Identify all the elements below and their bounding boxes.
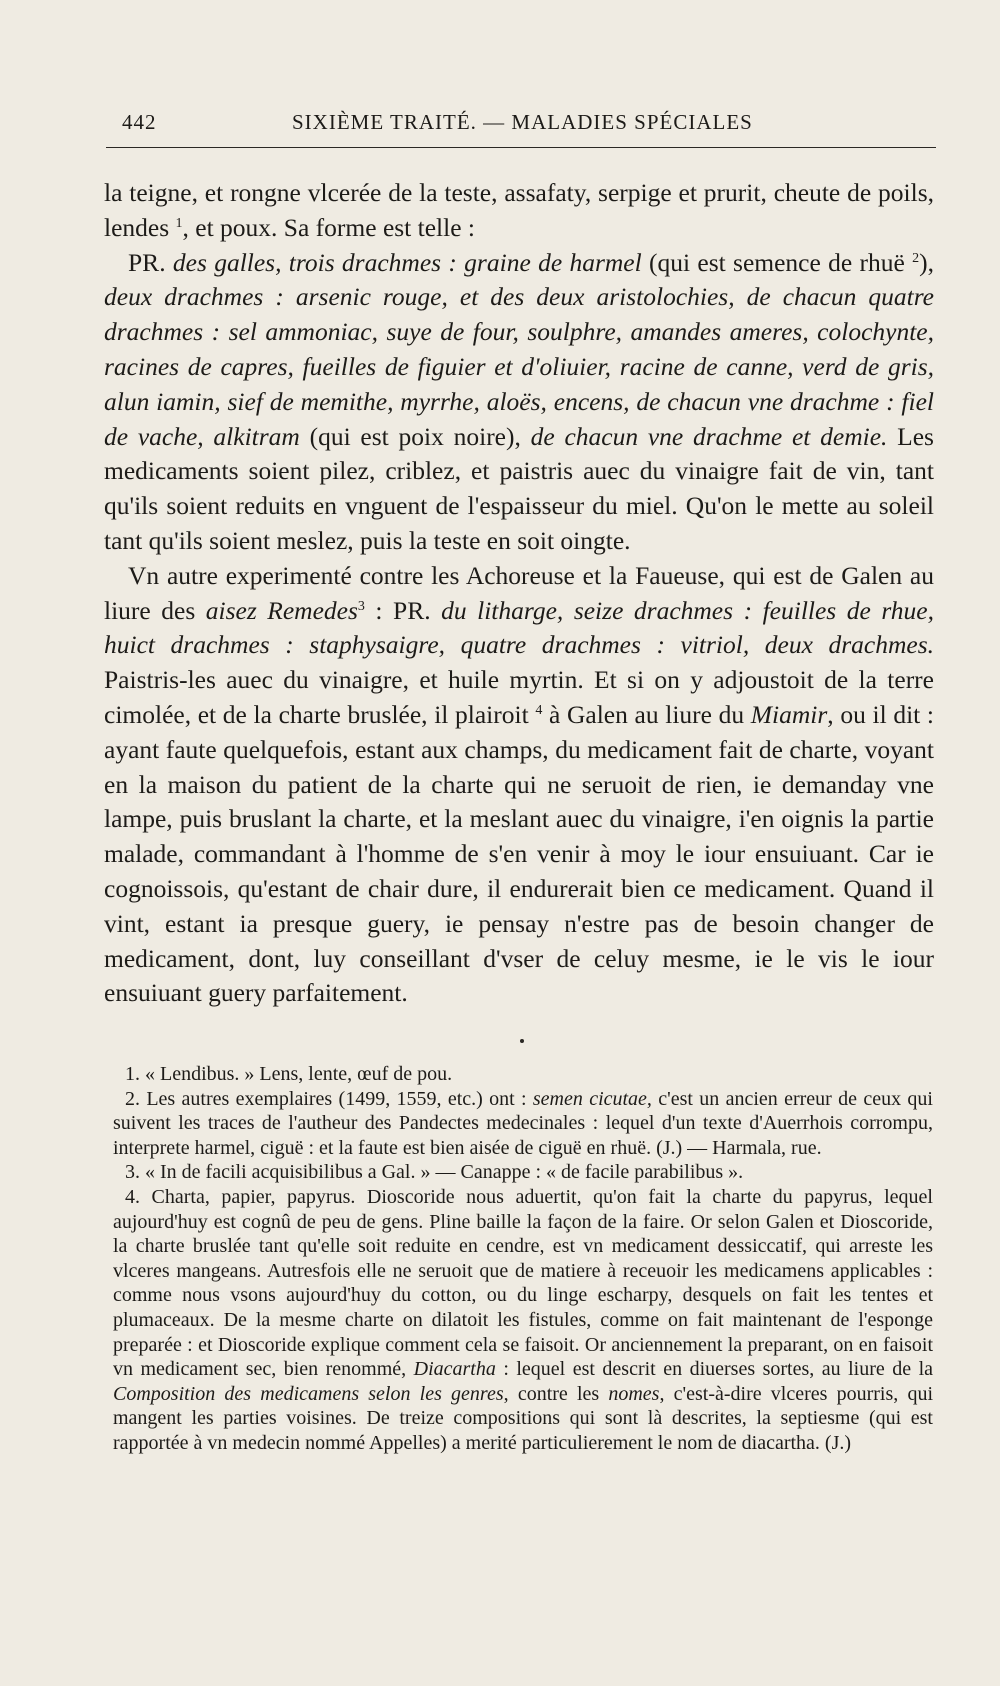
footnote-ref-4: 4 <box>535 702 543 718</box>
footnote-2: 2. Les autres exemplaires (1499, 1559, etc.) ont : semen cicutae, c'est un ancien erreur de ceux qui suivent les traces de l'autheur des Pandectes medecinales : lequel d'un texte d'Auerrhois corrompu, interprete harmel, ciguë : et la faute est bien aisée de ciguë en rhuë. (J.) — Harmala, rue. <box>113 1087 933 1159</box>
paragraph-3: Vn autre experimenté contre les Achoreuse et la Faueuse, qui est de Galen au liure des aisez Remedes$^3$ : PR. du litharge, seize drachmes : feuilles de rhue, huict drachmes : staphysaigre, quatre drachmes : vitriol, deux drachmes. Paistris-les auec du vinaigre, et huile myrtin. Et si on y adjoustoit de la terre cimolée, et de la charte bruslée, il plairoit $^4$ à Galen au liure du Miamir, ou il dit : ayant faute quelquefois, estant aux champs, du medicament fait de charte, voyant en la maison du patient de la charte qui ne seruoit de rien, ie demanday vne lampe, puis bruslant la charte, et la meslant auec du vinaigre, i'en oignis la partie malade, commandant à l'homme de s'en venir à moy le iour ensuiuant. Car ie cognoissois, qu'estant de chair dure, il endurerait bien ce medicament. Quand il vint, estant ia presque guery, ie pensay n'estre pas de besoin changer de medicament, dont, luy conseillant d'vser de celuy mesme, ie le vis le iour ensuiuant guery parfaitement. <box>104 560 934 1008</box>
footnote-ref-1: 1 <box>175 215 183 231</box>
page-header <box>122 104 932 144</box>
header-rule <box>106 147 936 148</box>
footnote-separator <box>520 1039 524 1043</box>
footnotes <box>113 1062 933 1456</box>
footnote-ref-2: 2 <box>912 250 920 266</box>
running-title: SIXIÈME TRAITÉ. — MALADIES SPÉCIALES <box>292 110 753 134</box>
paragraph-1: la teigne, et rongne vlcerée de la teste, assafaty, serpige et prurit, cheute de poils, lendes $^1$, et poux. Sa forme est telle : <box>104 178 934 242</box>
footnote-ref-3: 3 <box>357 598 365 614</box>
footnote-3: 3. « In de facili acquisibilibus a Gal. » — Canappe : « de facile parabilibus ». <box>125 1161 744 1184</box>
main-text <box>104 176 934 1011</box>
paragraph-2: PR. des galles, trois drachmes : graine de harmel (qui est semence de rhuë $^2$), deux drachmes : arsenic rouge, et des deux aristolochies, de chacun quatre drachmes : sel ammoniac, suye de four, soulphre, amandes ameres, colochynte, racines de capres, fueilles de figuier et d'oliuier, racine de canne, verd de gris, alun iamin, sief de memithe, myrrhe, aloës, encens, de chacun vne drachme : fiel de vache, alkitram (qui est poix noire), de chacun vne drachme et demie. Les medicaments soient pilez, criblez, et paistris auec du vinaigre fait de vin, tant qu'ils soient reduits en vnguent de l'espaisseur du miel. Qu'on le mette au soleil tant qu'ils soient meslez, puis la teste en soit oingte. <box>104 247 935 555</box>
page-number: 442 <box>122 110 157 134</box>
footnote-4: 4. Charta, papier, papyrus. Dioscoride nous aduertit, qu'on fait la charte du papyrus, lequel aujourd'huy est cognû de peu de gens. Pline baille la façon de la faire. Or selon Galen et Dioscoride, la charte bruslée tant qu'elle soit reduite en cendre, est vn medicament dessiccatif, qui arreste les vlceres mangeans. Autresfois elle ne seruoit que de matiere à receuoir les medicamens applicables : comme nous vsons aujourd'huy du cotton, ou du linge escharpy, desquels on fait les tentes et plumaceaux. De la mesme charte on dilatoit les fistules, comme on fait maintenant de l'esponge preparée : et Dioscoride explique comment cela se faisoit. Or anciennement la preparant, on en faisoit vn medicament sec, bien renommé, Diacartha : lequel est descrit en diuerses sortes, au liure de la Composition des medicamens selon les genres, contre les nomes, c'est-à-dire vlceres pourris, qui mangent les parties voisines. De treize compositions qui sont là descrites, la septiesme (qui est rapportée à vn medecin nommé Appelles) a merité particulierement le nom de diacartha. (J.) <box>113 1185 934 1454</box>
footnote-1: 1. « Lendibus. » Lens, lente, œuf de pou. <box>125 1063 453 1085</box>
